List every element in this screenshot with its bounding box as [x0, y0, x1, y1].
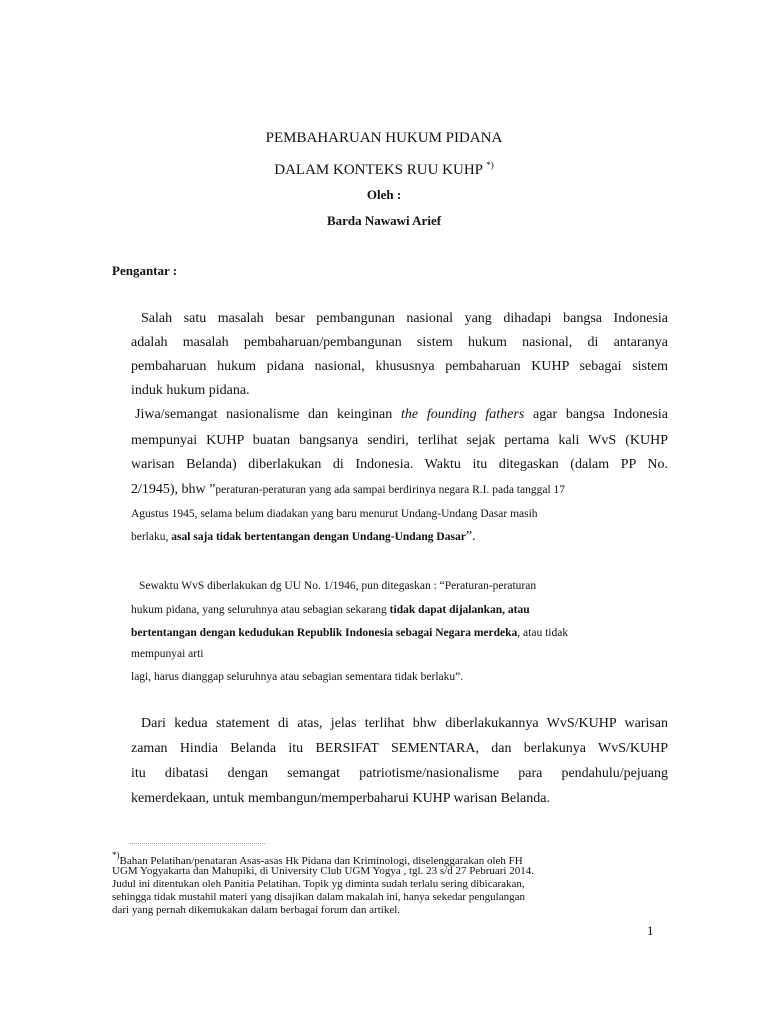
footnote-line-4: sehingga tidak mustahil materi yang disajikan dalam makalah ini, hanya sekedar pengulangan [112, 891, 525, 903]
p3-line-4: mempunyai arti [131, 648, 204, 660]
p3-l3-b: , atau tidak [517, 627, 569, 639]
p3-line-3 [131, 624, 568, 642]
footnote-mark: *) [112, 850, 120, 860]
p3-line-1: Sewaktu WvS diberlakukan dg UU No. 1/1946, pun ditegaskan : “Peraturan-peraturan [139, 580, 537, 592]
footnote-line-2: UGM Yogyakarta dan Mahupiki, di University Club UGM Yogya , tgl. 23 s/d 27 Pebruari 2014. [112, 865, 534, 877]
p3-l3-bold: bertentangan dengan kedudukan Republik Indonesia sebagai Negara merdeka [131, 627, 518, 639]
p2-line-4 [131, 481, 565, 499]
footnote-line-5: dari yang pernah dikemukakan dalam berbagai forum dan artikel. [112, 904, 401, 916]
footnote-separator [130, 843, 265, 844]
author-name: Barda Nawawi Arief [326, 213, 442, 228]
p3-l2-bold: tidak dapat dijalankan, atau [389, 604, 530, 616]
p2-l6-bold: asal saja tidak bertentangan dengan Undang-Undang Dasar [171, 531, 466, 543]
p1-line-4: induk hukum pidana. [131, 383, 250, 398]
p4-line-1: Dari kedua statement di atas, jelas terlihat bhw diberlakukannya WvS/KUHP warisan [141, 716, 668, 731]
section-heading-pengantar: Pengantar : [112, 263, 178, 278]
p2-l6-c: ”. [465, 529, 476, 544]
title-footnote-mark: *) [486, 160, 494, 170]
footnote-line-3: Judul ini ditentukan oleh Panitia Pelatihan. Topik yg diminta sudah terlalu sering dibicarakan, [112, 878, 525, 890]
p3-line-2 [131, 601, 530, 619]
footnote-l1-text: Bahan Pelatihan/penataran Asas-asas Hk Pidana dan Kriminologi, diselenggarakan oleh FH [119, 855, 523, 867]
p2-l6-a: berlaku, [131, 531, 172, 543]
title-line-1: PEMBAHARUAN HUKUM PIDANA [265, 130, 503, 146]
oleh-label: Oleh : [366, 187, 402, 202]
p2-l4-a: 2/1945), bhw ” [131, 482, 216, 497]
p2-line-6 [131, 528, 476, 546]
title-line-2-text: DALAM KONTEKS RUU KUHP [274, 162, 483, 178]
p3-line-5: lagi, harus dianggap seluruhnya atau sebagian sementara tidak berlaku”. [131, 671, 464, 683]
p1-line-1: Salah satu masalah besar pembangunan nasional yang dihadapi bangsa Indonesia [141, 311, 668, 326]
p1-line-3: pembaharuan hukum pidana nasional, khususnya pembaharuan KUHP sebagai sistem [131, 359, 668, 374]
p2-line-3: warisan Belanda) diberlakukan di Indonesia. Waktu itu ditegaskan (dalam PP No. [131, 457, 668, 472]
p2-l1-italic: the founding fathers [401, 407, 525, 422]
p4-line-2: zaman Hindia Belanda itu BERSIFAT SEMENTARA, dan berlakunya WvS/KUHP [131, 741, 668, 756]
p1-line-2: adalah masalah pembaharuan/pembangunan sistem hukum nasional, di antaranya [131, 335, 668, 350]
p4-line-4: kemerdekaan, untuk membangun/memperbaharui KUHP warisan Belanda. [131, 791, 550, 806]
p3-l2-a: hukum pidana, yang seluruhnya atau sebagian sekarang [131, 604, 390, 616]
p2-l1-a: Jiwa/semangat nasionalisme dan keinginan [135, 407, 401, 422]
p2-line-2: mempunyai KUHP buatan bangsanya sendiri, terlihat sejak pertama kali WvS (KUHP [131, 433, 668, 448]
p2-line-1 [135, 406, 668, 424]
page-number: 1 [647, 923, 654, 938]
p2-l1-c: agar bangsa Indonesia [524, 407, 668, 422]
title-line-2 [0, 156, 768, 179]
p2-l4-b: peraturan-peraturan yang ada sampai berdirinya negara R.I. pada tanggal 17 [215, 484, 566, 496]
p4-line-3: itu dibatasi dengan semangat patriotisme/nasionalisme para pendahulu/pejuang [131, 766, 668, 781]
p2-line-5: Agustus 1945, selama belum diadakan yang baru menurut Undang-Undang Dasar masih [131, 508, 538, 520]
